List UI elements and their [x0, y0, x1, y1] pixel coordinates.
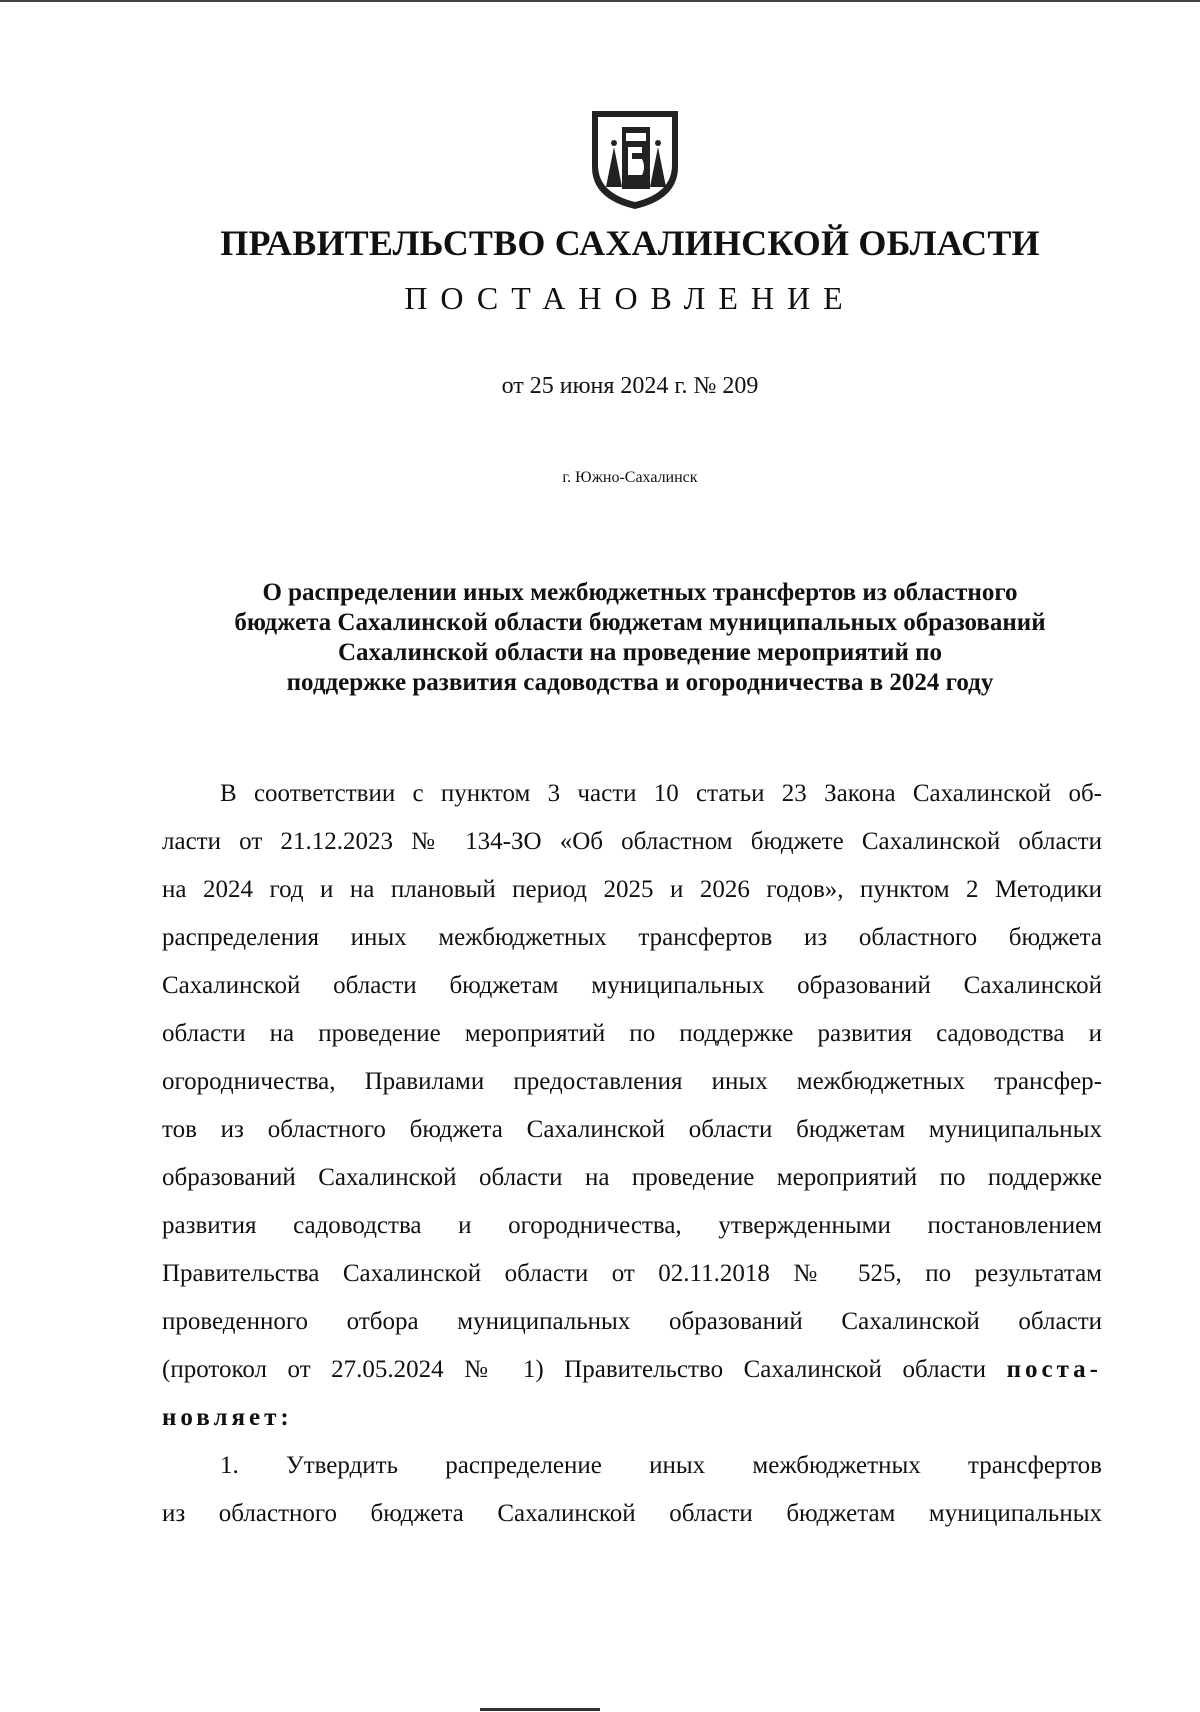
scan-mark-bottom	[480, 1708, 600, 1711]
resolves-line	[162, 1394, 1102, 1442]
title-line: поддержке развития садоводства и огородничества в 2024 году	[286, 669, 994, 696]
item-1-line: из областного бюджета Сахалинской области бюджетам муниципальных	[162, 1500, 1102, 1527]
organization-heading: ПРАВИТЕЛЬСТВО САХАЛИНСКОЙ ОБЛАСТИ	[220, 223, 1040, 263]
preamble-line: проведенного отбора муниципальных образований Сахалинской области	[162, 1308, 1102, 1335]
document-title	[140, 578, 1140, 698]
preamble-line: образований Сахалинской области на проведение мероприятий по поддержке	[162, 1164, 1102, 1191]
preamble-line: Сахалинской области бюджетам муниципальных образований Сахалинской	[162, 972, 1102, 999]
preamble-line: тов из областного бюджета Сахалинской области бюджетам муниципальных	[162, 1116, 1102, 1143]
document-type: ПОСТАНОВЛЕНИЕ	[404, 280, 856, 316]
preamble-line: на 2024 год и на плановый период 2025 и 2026 годов», пунктом 2 Методики	[162, 876, 1102, 903]
title-line: Сахалинской области на проведение мероприятий по	[337, 639, 943, 666]
preamble-line: огородничества, Правилами предоставления иных межбюджетных трансфер-	[162, 1068, 1102, 1095]
resolves-word-start: поста-	[1006, 1356, 1102, 1383]
preamble-last-line	[162, 1346, 1102, 1394]
preamble-line: ласти от 21.12.2023 № 134-ЗО «Об областном бюджете Сахалинской области	[162, 828, 1102, 855]
title-line: О распределении иных межбюджетных трансфертов из областного	[262, 579, 1018, 606]
title-line: бюджета Сахалинской области бюджетам муниципальных образований	[234, 609, 1046, 636]
coat-of-arms-emblem	[586, 107, 684, 211]
preamble-text: (протокол от 27.05.2024 № 1) Правительство Сахалинской области	[162, 1356, 987, 1383]
city: г. Южно-Сахалинск	[562, 469, 698, 486]
item-1-line: 1. Утвердить распределение иных межбюджетных трансфертов	[220, 1452, 1102, 1479]
preamble-line: распределения иных межбюджетных трансфертов из областного бюджета	[162, 924, 1102, 951]
preamble-line: развития садоводства и огородничества, утвержденными постановлением	[162, 1212, 1102, 1239]
scan-edge-top	[0, 0, 1200, 2]
preamble-line: Правительства Сахалинской области от 02.11.2018 № 525, по результатам	[162, 1260, 1102, 1287]
preamble-line: В соответствии с пунктом 3 части 10 статьи 23 Закона Сахалинской об-	[220, 780, 1102, 807]
preamble-line: области на проведение мероприятий по поддержке развития садоводства и	[162, 1020, 1102, 1047]
resolves-word-end: новляет:	[162, 1404, 293, 1431]
document-body	[162, 770, 1102, 1538]
date-number: от 25 июня 2024 г. № 209	[501, 373, 759, 399]
